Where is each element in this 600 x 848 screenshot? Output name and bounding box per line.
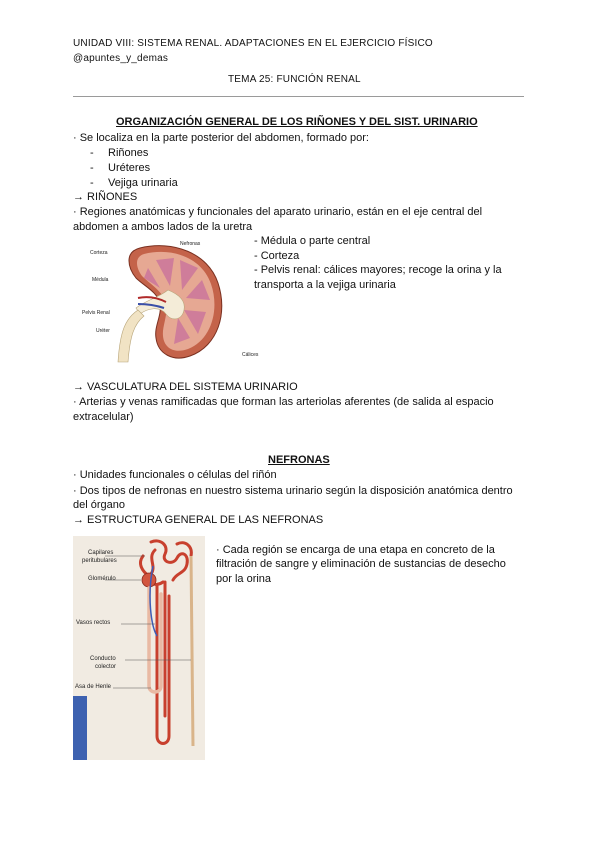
list-marker: - (90, 162, 94, 174)
list-item: Riñones (108, 147, 149, 159)
label-peritubulares: peritubulares (82, 558, 117, 564)
label-corteza: Corteza (90, 250, 108, 256)
label-calices: Cálices (242, 352, 259, 358)
kidney-point-medula: - Médula o parte central (254, 235, 371, 247)
section-title-organization: ORGANIZACIÓN GENERAL DE LOS RIÑONES Y DEL SIST. URINARIO (116, 116, 478, 128)
label-vasos-rectos: Vasos rectos (76, 620, 111, 626)
label-ureter: Uréter (96, 328, 110, 334)
kidney-diagram (78, 238, 258, 363)
header-divider (73, 96, 524, 97)
label-glomerulo: Glomérulo (88, 576, 116, 582)
list-marker: - (90, 177, 94, 189)
kidneys-text-line1: · Regiones anatómicas y funcionales del aparato urinario, están en el eje central del (73, 206, 483, 218)
list-item: Vejiga urinaria (108, 177, 178, 189)
label-colector: colector (95, 664, 117, 670)
label-capilares: Capilares (88, 550, 114, 556)
list-marker: - (90, 147, 94, 159)
unit-title: UNIDAD VIII: SISTEMA RENAL. ADAPTACIONES EN EL EJERCICIO FÍSICO (73, 38, 433, 49)
nephron-desc-line3: por la orina (216, 573, 272, 585)
label-conducto: Conducto (90, 656, 116, 662)
label-nefronas: Nefronas (180, 241, 201, 247)
topic-title: TEMA 25: FUNCIÓN RENAL (228, 74, 361, 85)
label-medula: Médula (92, 277, 109, 283)
nephrons-line3: del órgano (73, 499, 125, 511)
vasculature-text-line1: · Arterias y venas ramificadas que forman las arteriolas aferentes (de salida al espacio (73, 396, 494, 408)
organization-intro: · Se localiza en la parte posterior del abdomen, formado por: (73, 132, 369, 144)
kidney-point-pelvis-cont: transporta a la vejiga urinaria (254, 279, 396, 291)
kidney-point-corteza: - Corteza (254, 250, 300, 262)
label-pelvis-renal: Pelvis Renal (82, 310, 110, 316)
label-asa-henle: Asa de Henle (75, 684, 112, 690)
author-handle: @apuntes_y_demas (73, 53, 169, 64)
nephron-desc-line2: filtración de sangre y eliminación de sustancias de desecho (216, 558, 506, 570)
kidneys-text-line2: abdomen a ambos lados de la uretra (73, 221, 253, 233)
kidneys-heading: → RIÑONES (73, 191, 138, 203)
kidney-point-pelvis: - Pelvis renal: cálices mayores; recoge la orina y la (254, 264, 502, 276)
nephron-diagram (73, 536, 205, 760)
list-item: Uréteres (108, 162, 151, 174)
nephrons-line2: · Dos tipos de nefronas en nuestro sistema urinario según la disposición anatómica dentro (73, 485, 513, 497)
vasculature-heading: → VASCULATURA DEL SISTEMA URINARIO (73, 381, 298, 393)
nephron-illustration (73, 536, 205, 760)
kidney-illustration (78, 238, 258, 363)
section-title-nephrons: NEFRONAS (268, 454, 330, 466)
nephron-desc-line1: · Cada región se encarga de una etapa en concreto de la (216, 544, 495, 556)
nephrons-line1: · Unidades funcionales o células del riñón (73, 469, 277, 481)
nephron-structure-heading: → ESTRUCTURA GENERAL DE LAS NEFRONAS (73, 514, 324, 526)
vasculature-text-line2: extracelular) (73, 411, 134, 423)
